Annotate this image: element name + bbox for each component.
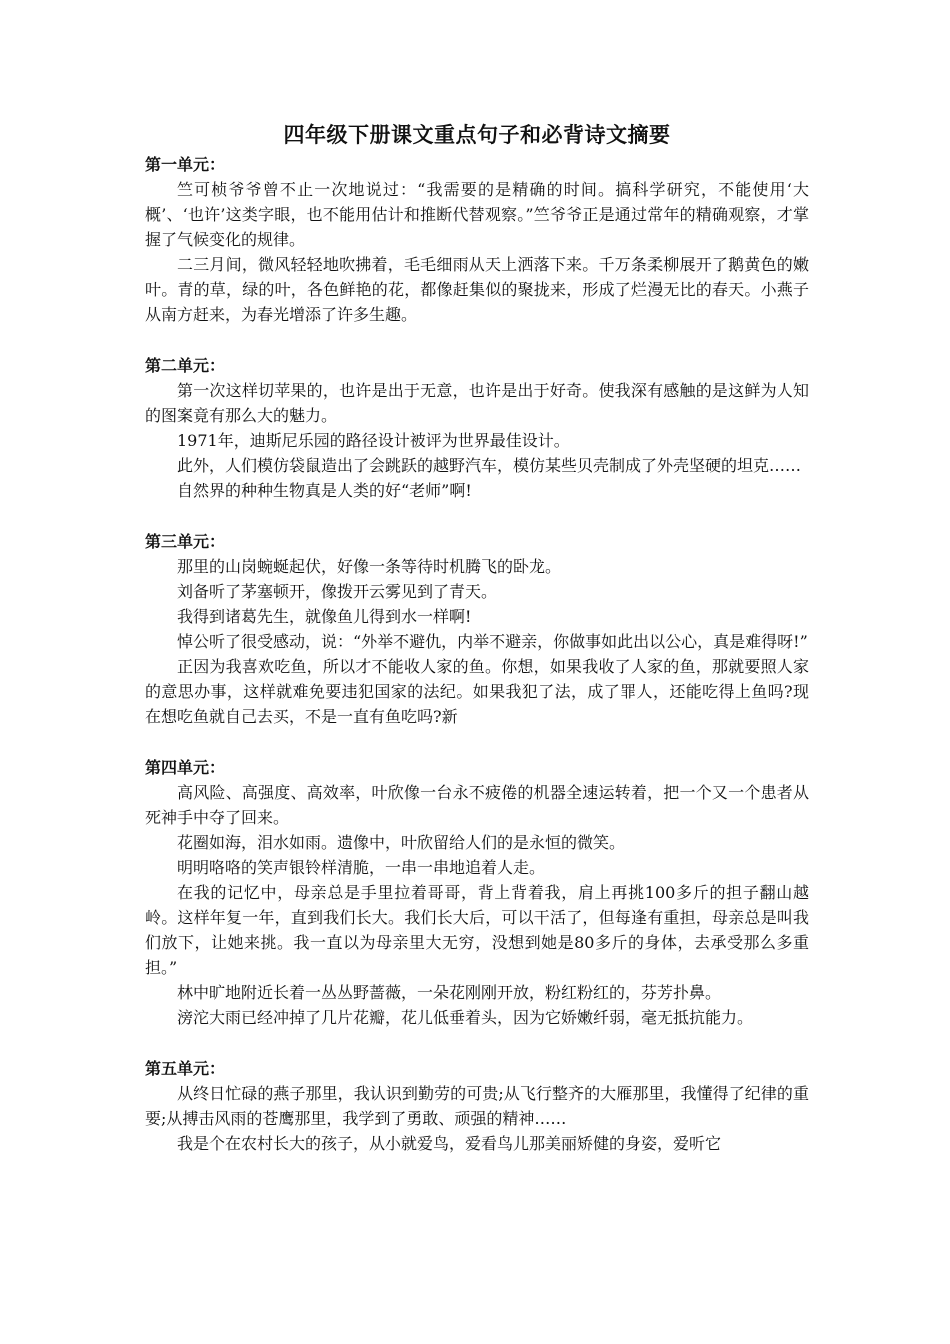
section-heading: 第四单元： bbox=[145, 758, 226, 777]
paragraph: 第一次这样切苹果的，也许是出于无意，也许是出于好奇。使我深有感触的是这鲜为人知的图案竟有那么大的魅力。 bbox=[145, 381, 809, 425]
paragraph: 我是个在农村长大的孩子，从小就爱鸟，爱看鸟儿那美丽矫健的身姿，爱听它 bbox=[177, 1134, 722, 1153]
section-unit-1 bbox=[145, 152, 809, 327]
document-page bbox=[145, 118, 809, 1182]
paragraph: 从终日忙碌的燕子那里，我认识到勤劳的可贵;从飞行整齐的大雁那里，我懂得了纪律的重要;从搏击风雨的苍鹰那里，我学到了勇敢、顽强的精神…… bbox=[145, 1084, 809, 1128]
paragraph: 在我的记忆中，母亲总是手里拉着哥哥，背上背着我，肩上再挑100多斤的担子翻山越岭。这样年复一年，直到我们长大。我们长大后，可以干活了，但每逢有重担，母亲总是叫我们放下，让她来挑。我一直以为母亲里大无穷，没想到她是80多斤的身体，去承受那么多重担。” bbox=[145, 883, 809, 977]
paragraph: 滂沱大雨已经冲掉了几片花瓣，花儿低垂着头，因为它娇嫩纤弱，毫无抵抗能力。 bbox=[177, 1008, 754, 1027]
section-unit-5 bbox=[145, 1056, 809, 1156]
paragraph: 二三月间，微风轻轻地吹拂着，毛毛细雨从天上洒落下来。千万条柔柳展开了鹅黄色的嫩叶。青的草，绿的叶，各色鲜艳的花，都像赶集似的聚拢来，形成了烂漫无比的春天。小燕子从南方赶来，为春光增添了许多生趣。 bbox=[145, 255, 809, 324]
section-unit-3 bbox=[145, 529, 809, 729]
paragraph: 高风险、高强度、高效率，叶欣像一台永不疲倦的机器全速运转着，把一个又一个患者从死神手中夺了回来。 bbox=[145, 783, 809, 827]
sections-container bbox=[145, 152, 809, 1156]
paragraph: 刘备听了茅塞顿开，像拨开云雾见到了青天。 bbox=[177, 582, 498, 601]
paragraph: 那里的山岗蜿蜒起伏，好像一条等待时机腾飞的卧龙。 bbox=[177, 557, 562, 576]
paragraph: 此外，人们模仿袋鼠造出了会跳跃的越野汽车，模仿某些贝壳制成了外壳坚硬的坦克…… bbox=[177, 456, 802, 475]
document-title: 四年级下册课文重点句子和必背诗文摘要 bbox=[283, 122, 671, 147]
paragraph: 明明咯咯的笑声银铃样清脆，一串一串地追着人走。 bbox=[177, 858, 546, 877]
paragraph: 自然界的种种生物真是人类的好“老师”啊! bbox=[177, 481, 472, 500]
section-heading: 第五单元： bbox=[145, 1059, 226, 1078]
paragraph: 悼公听了很受感动，说：“外举不避仇，内举不避亲，你做事如此出以公心，真是难得呀!” bbox=[177, 632, 808, 651]
section-unit-2 bbox=[145, 353, 809, 503]
paragraph: 正因为我喜欢吃鱼，所以才不能收人家的鱼。你想，如果我收了人家的鱼，那就要照人家的意思办事，这样就难免要违犯国家的法纪。如果我犯了法，成了罪人，还能吃得上鱼吗?现在想吃鱼就自己去买，不是一直有鱼吃吗?新 bbox=[145, 657, 809, 726]
section-heading: 第三单元： bbox=[145, 532, 226, 551]
section-heading: 第一单元： bbox=[145, 155, 226, 174]
paragraph: 1971年，迪斯尼乐园的路径设计被评为世界最佳设计。 bbox=[177, 431, 570, 450]
section-unit-4 bbox=[145, 755, 809, 1030]
paragraph: 竺可桢爷爷曾不止一次地说过：“我需要的是精确的时间。搞科学研究，不能使用‘大概’、‘也许’这类字眼，也不能用估计和推断代替观察。”竺爷爷正是通过常年的精确观察，才掌握了气候变化的规律。 bbox=[145, 180, 809, 249]
section-heading: 第二单元： bbox=[145, 356, 226, 375]
paragraph: 花圈如海，泪水如雨。遗像中，叶欣留给人们的是永恒的微笑。 bbox=[177, 833, 626, 852]
paragraph: 我得到诸葛先生，就像鱼儿得到水一样啊! bbox=[177, 607, 472, 626]
paragraph: 林中旷地附近长着一丛丛野蔷薇，一朵花刚刚开放，粉红粉红的，芬芳扑鼻。 bbox=[177, 983, 722, 1002]
